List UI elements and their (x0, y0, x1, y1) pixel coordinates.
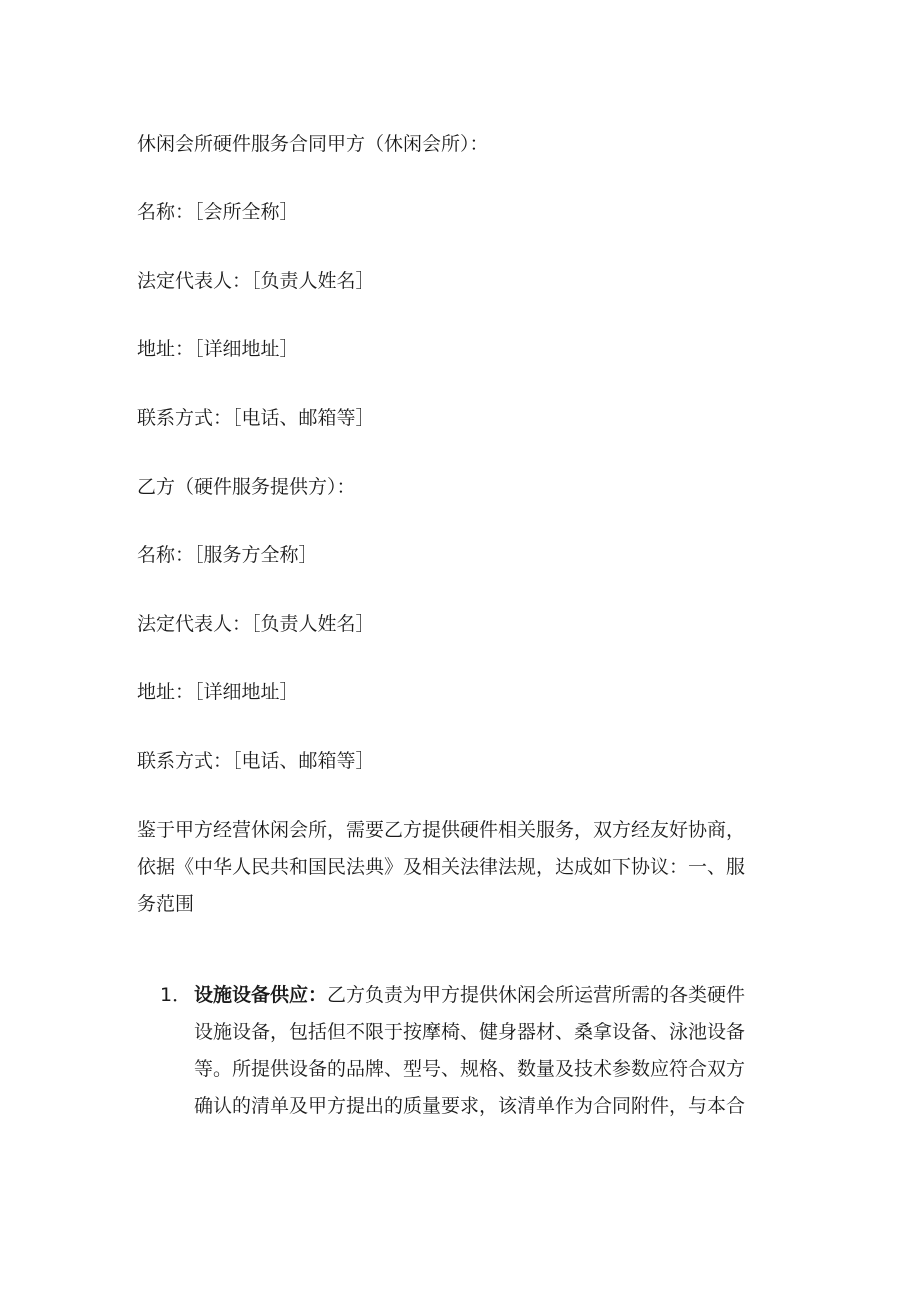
party-a-representative: 法定代表人：［负责人姓名］ (137, 270, 375, 292)
party-b-contact: 联系方式：［电话、邮箱等］ (137, 750, 375, 772)
list-item-text: 乙方负责为甲方提供休闲会所运营所需的各类硬件 (327, 984, 746, 1006)
preamble-line: 鉴于甲方经营休闲会所，需要乙方提供硬件相关服务，双方经友好协商， (137, 819, 746, 841)
list-item-first-line (194, 977, 800, 1014)
preamble-line: 务范围 (137, 893, 195, 915)
party-b-address: 地址：［详细地址］ (137, 681, 299, 703)
list-item-line: 确认的清单及甲方提出的质量要求，该清单作为合同附件，与本合 (194, 1095, 746, 1117)
party-a-address: 地址：［详细地址］ (137, 338, 299, 360)
preamble-line: 依据《中华人民共和国民法典》及相关法律法规，达成如下协议：一、服 (137, 856, 746, 878)
list-item-line: 设施设备，包括但不限于按摩椅、健身器材、桑拿设备、泳池设备 (194, 1021, 746, 1043)
party-a-name: 名称：［会所全称］ (137, 201, 299, 223)
party-a-contact: 联系方式：［电话、邮箱等］ (137, 407, 375, 429)
list-item-body (194, 977, 800, 1125)
contract-title-line: 休闲会所硬件服务合同甲方（休闲会所）： (137, 133, 489, 155)
list-item-heading: 设施设备供应： (194, 984, 328, 1006)
preamble-paragraph (137, 812, 787, 923)
list-item-number: 1． (160, 984, 192, 1006)
list-item-line: 等。所提供设备的品牌、型号、规格、数量及技术参数应符合双方 (194, 1058, 746, 1080)
party-b-heading: 乙方（硬件服务提供方）： (137, 476, 356, 498)
party-b-representative: 法定代表人：［负责人姓名］ (137, 613, 375, 635)
party-b-name: 名称：［服务方全称］ (137, 544, 318, 566)
